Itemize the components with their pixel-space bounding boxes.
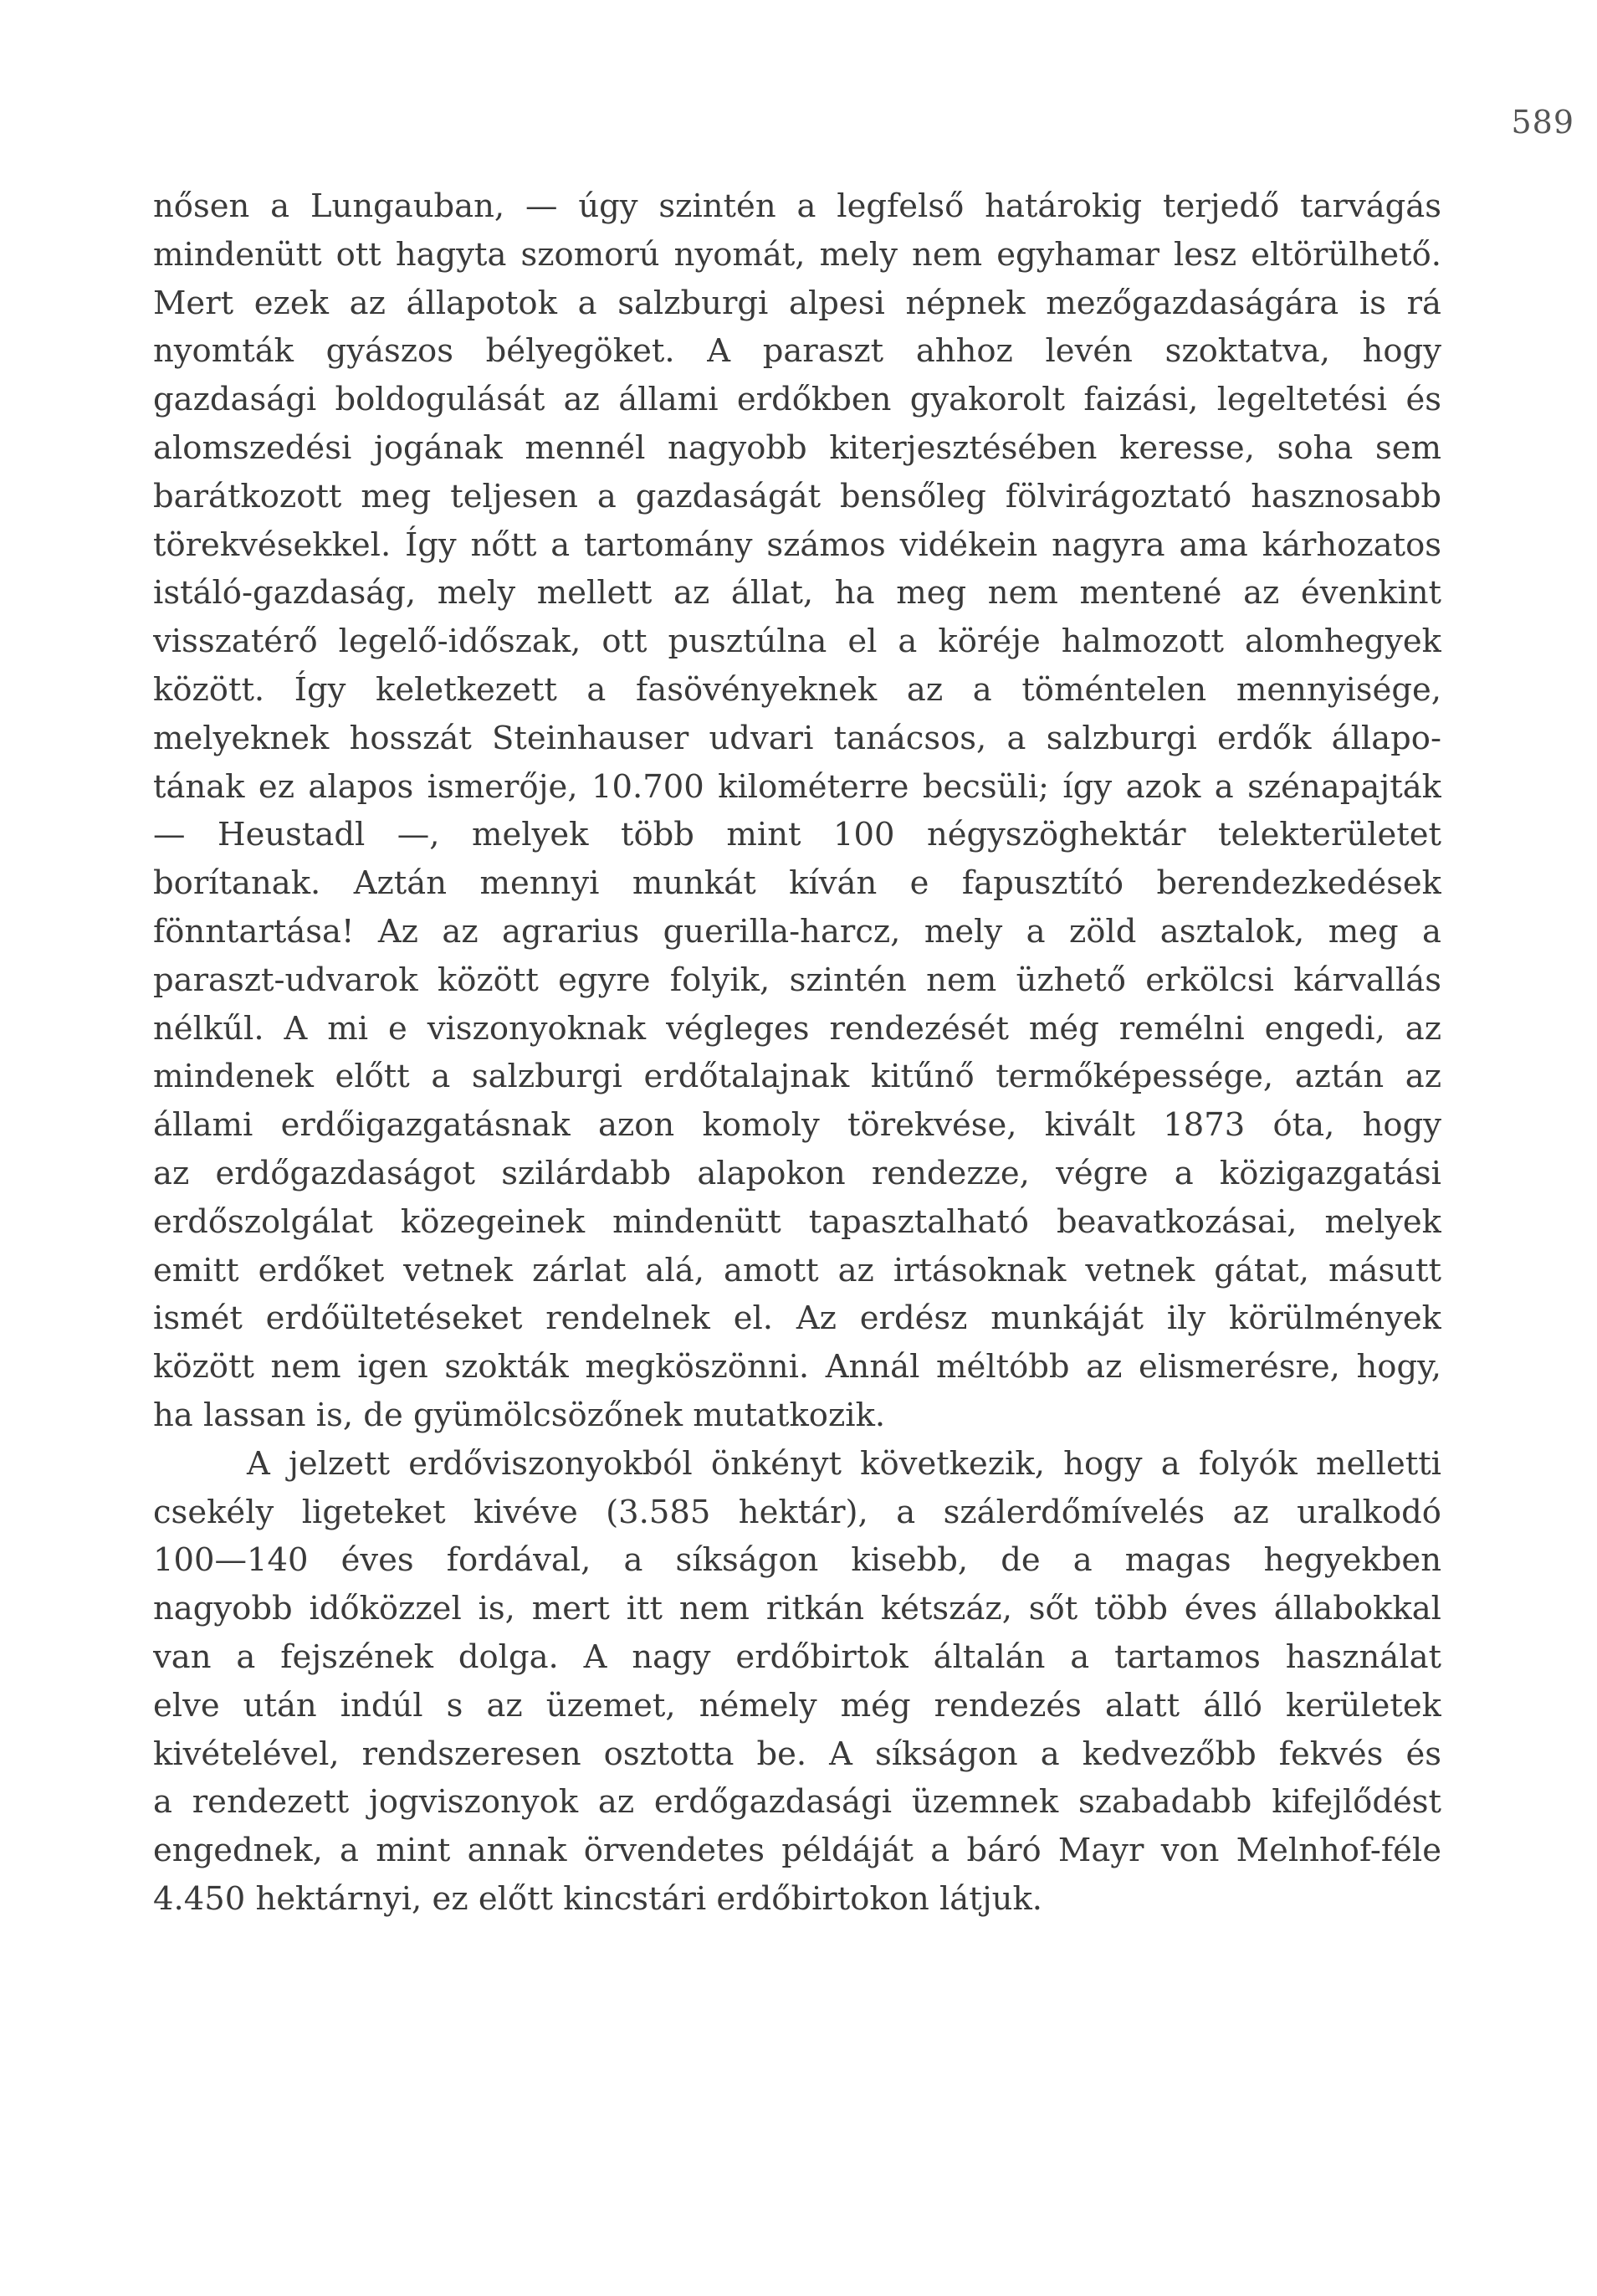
body-text [153, 182, 1441, 1924]
text-line: visszatérő legelő-időszak, ott pusztúlna el a köréje halmozott alomhegyek [153, 623, 1441, 661]
text-line: az erdőgazdaságot szilárdabb alapokon rendezze, végre a közigazgatási [153, 1154, 1441, 1192]
text-line: van a fejszének dolga. A nagy erdőbirtok általán a tartamos használat [153, 1637, 1441, 1676]
text-line: tának ez alapos ismerője, 10.700 kilométerre becsüli; így azok a szénapajták [153, 767, 1441, 806]
text-line: 100—140 éves fordával, a síkságon kisebb, de a magas hegyekben [153, 1541, 1441, 1580]
text-line: a rendezett jogviszonyok az erdőgazdasági üzemnek szabadabb kifejlődést [153, 1783, 1441, 1822]
text-line: nagyobb időközzel is, mert itt nem ritkán kétszáz, sőt több éves állabokkal [153, 1590, 1441, 1628]
text-line: istáló-gazdaság, mely mellett az állat, ha meg nem mentené az évenkint [153, 574, 1441, 612]
text-line: kivételével, rendszeresen osztotta be. A síkságon a kedvezőbb fekvés és [153, 1735, 1441, 1773]
text-line: elve után indúl s az üzemet, némely még rendezés alatt álló kerületek [153, 1686, 1441, 1725]
text-line: állami erdőigazgatásnak azon komoly törekvése, kivált 1873 óta, hogy [153, 1106, 1441, 1145]
text-line: nyomták gyászos bélyegöket. A paraszt ahhoz levén szoktatva, hogy [153, 332, 1441, 371]
page-number: 589 [1511, 104, 1574, 141]
text-line: melyeknek hosszát Steinhauser udvari tanácsos, a salzburgi erdők állapo- [153, 719, 1441, 757]
text-line: gazdasági boldogulását az állami erdőkben gyakorolt faizási, legeltetési és [153, 381, 1441, 419]
text-line: paraszt-udvarok között egyre folyik, szintén nem üzhető erkölcsi kárvallás [153, 961, 1441, 999]
paragraph [153, 1440, 1441, 1924]
text-line: emitt erdőket vetnek zárlat alá, amott az irtásoknak vetnek gátat, másutt [153, 1251, 1441, 1289]
text-line: között. Így keletkezett a fasövényeknek az a töméntelen mennyisége, [153, 670, 1441, 709]
text-line: — Heustadl —, melyek több mint 100 négyszöghektár telekterületet [153, 816, 1441, 854]
text-line: 4.450 hektárnyi, ez előtt kincstári erdőbirtokon látjuk. [153, 1879, 1043, 1918]
text-line: mindenek előtt a salzburgi erdőtalajnak kitűnő termőképessége, aztán az [153, 1058, 1441, 1096]
text-line: engednek, a mint annak örvendetes példáját a báró Mayr von Melnhof-féle [153, 1832, 1441, 1870]
text-line: mindenütt ott hagyta szomorú nyomát, mely nem egyhamar lesz eltörülhető. [153, 235, 1441, 274]
text-line: alomszedési jogának mennél nagyobb kiterjesztésében keresse, soha sem [153, 428, 1441, 467]
text-line: ha lassan is, de gyümölcsözőnek mutatkozik. [153, 1396, 886, 1434]
paragraph [153, 182, 1441, 1440]
text-line: között nem igen szokták megköszönni. Annál méltóbb az elismerésre, hogy, [153, 1348, 1441, 1386]
text-line: csekély ligeteket kivéve (3.585 hektár), a szálerdőmívelés az uralkodó [153, 1493, 1441, 1531]
text-line: fönntartása! Az az agrarius guerilla-harcz, mely a zöld asztalok, meg a [153, 912, 1441, 951]
text-line: nősen a Lungauban, — úgy szintén a legfelső határokig terjedő tarvágás [153, 187, 1441, 225]
text-line: borítanak. Aztán mennyi munkát kíván e fapusztító berendezkedések [153, 864, 1441, 903]
text-line: erdőszolgálat közegeinek mindenütt tapasztalható beavatkozásai, melyek [153, 1202, 1441, 1241]
text-line: barátkozott meg teljesen a gazdaságát bensőleg fölvirágoztató hasznosabb [153, 477, 1441, 515]
text-line: nélkűl. A mi e viszonyoknak végleges rendezését még remélni engedi, az [153, 1009, 1441, 1048]
text-line: Mert ezek az állapotok a salzburgi alpesi népnek mezőgazdaságára is rá [153, 284, 1441, 322]
text-line: törekvésekkel. Így nőtt a tartomány számos vidékein nagyra ama kárhozatos [153, 525, 1441, 564]
text-line: A jelzett erdőviszonyokból önkényt következik, hogy a folyók melletti [247, 1444, 1441, 1483]
text-line: ismét erdőültetéseket rendelnek el. Az erdész munkáját ily körülmények [153, 1299, 1441, 1338]
